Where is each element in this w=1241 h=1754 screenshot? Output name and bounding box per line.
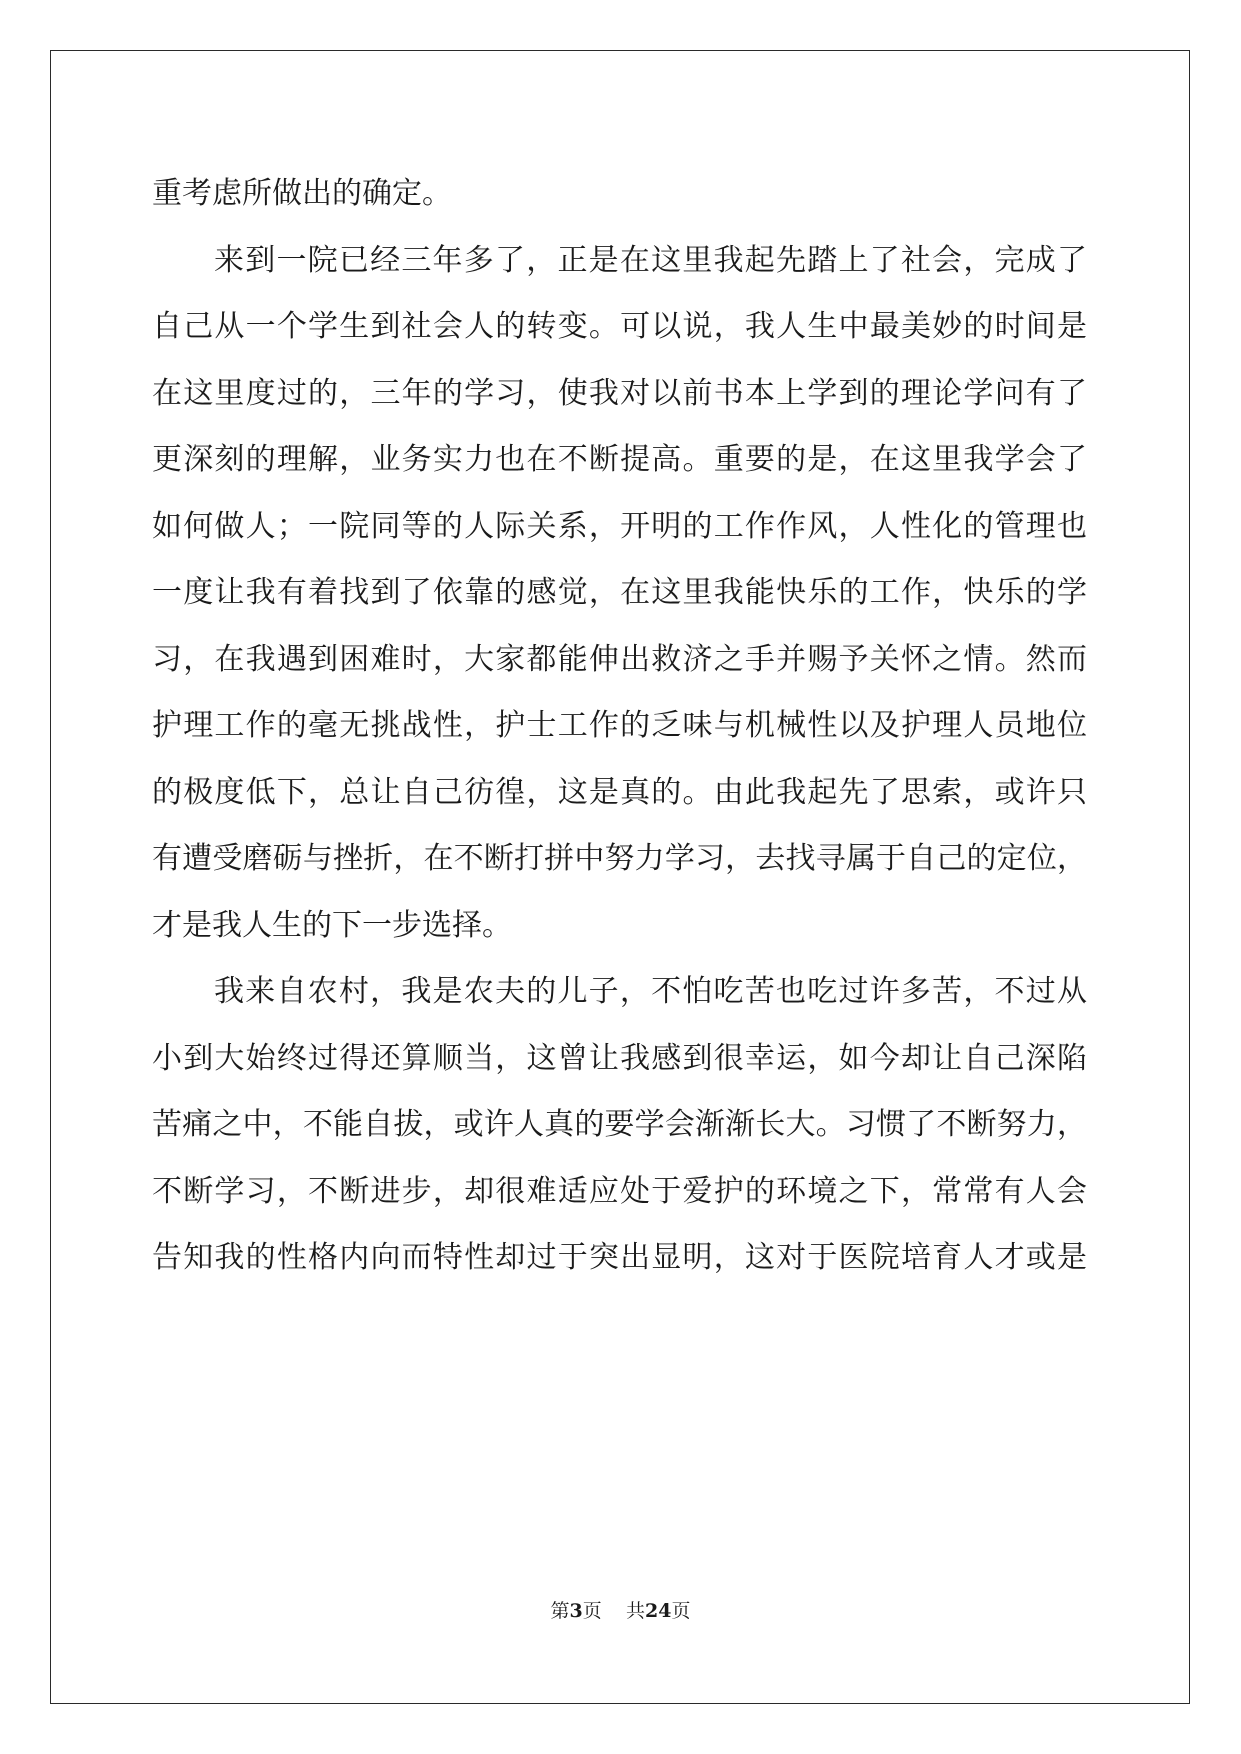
total-suffix: 页 <box>671 1600 691 1622</box>
page-suffix: 页 <box>582 1600 602 1622</box>
text-line: 有遭受磨砺与挫折，在不断打拼中努力学习，去找寻属于自己的定位， <box>152 841 1087 876</box>
text-line: 苦痛之中，不能自拔，或许人真的要学会渐渐长大。习惯了不断努力， <box>152 1107 1087 1142</box>
current-page-number: 3 <box>569 1600 583 1622</box>
text-line: 来到一院已经三年多了，正是在这里我起先踏上了社会，完成了 <box>214 242 1087 278</box>
text-line: 习，在我遇到困难时，大家都能伸出救济之手并赐予关怀之情。然而 <box>152 641 1087 677</box>
text-line: 告知我的性格内向而特性却过于突出显明，这对于医院培育人才或是 <box>152 1240 1087 1275</box>
text-line: 才是我人生的下一步选择。 <box>152 907 512 943</box>
text-line: 护理工作的毫无挑战性，护士工作的乏味与机械性以及护理人员地位 <box>152 708 1087 743</box>
page-footer <box>0 1596 1241 1623</box>
text-line: 的极度低下，总让自己彷徨，这是真的。由此我起先了思索，或许只 <box>152 774 1087 810</box>
text-line: 自己从一个学生到社会人的转变。可以说，我人生中最美妙的时间是 <box>152 309 1087 344</box>
text-line: 在这里度过的，三年的学习，使我对以前书本上学到的理论学问有了 <box>152 375 1087 411</box>
page-prefix: 第 <box>550 1600 570 1622</box>
text-line: 重考虑所做出的确定。 <box>152 176 452 211</box>
text-line: 如何做人；一院同等的人际关系，开明的工作作风，人性化的管理也 <box>152 508 1087 544</box>
total-pages-number: 24 <box>644 1600 672 1622</box>
total-prefix: 共 <box>625 1600 645 1622</box>
text-line: 我来自农村，我是农夫的儿子，不怕吃苦也吃过许多苦，不过从 <box>214 974 1087 1009</box>
text-line: 一度让我有着找到了依靠的感觉，在这里我能快乐的工作，快乐的学 <box>152 575 1087 610</box>
text-line: 不断学习，不断进步，却很难适应处于爱护的环境之下，常常有人会 <box>152 1173 1087 1209</box>
text-line: 小到大始终过得还算顺当，这曾让我感到很幸运，如今却让自己深陷 <box>152 1040 1087 1076</box>
text-line: 更深刻的理解，业务实力也在不断提高。重要的是，在这里我学会了 <box>152 442 1087 477</box>
document-body <box>152 161 1087 1292</box>
